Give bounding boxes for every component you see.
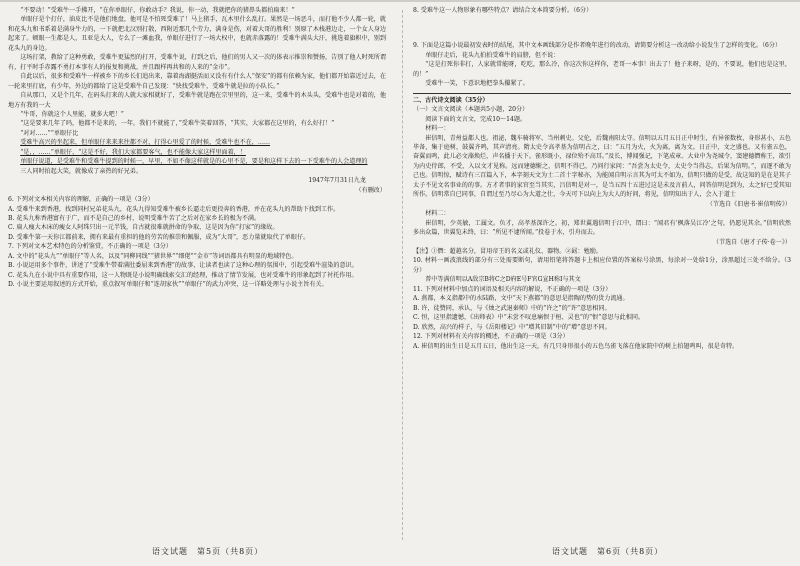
question-12-option-a: A. 崔信明的出生日是五月五日，他出生这一天，有几只身形很小的五色鸟雀飞落在他家院中的树上拍翅鸣叫，很是奇特。 [413,342,739,350]
question-6-option-b: B. 花头九称香港富有于广，而不是自己的乡村，说明受难牛苦了之后对在家乡长的极为不满。 [8,214,261,222]
story-paragraph: “不要动！”受难牛一手拂开，“在你单眼仔，你敢动手？我说，你一动，我就把你的猪鼻头都拍扁来！” [20,7,295,14]
question-10-sentence: 普中等满信明以A敌宗B将C之D府E号F官G宣H称I与其文 [425,276,581,284]
question-6-option-c: C. 扁人瘦大木床的瘦女人阿珠只出一元半钱，自古就很难就拼命的争取，这是因为你“打家”的缘故。 [8,224,279,232]
material-2-source: （节选自《唐才子传·卷一》） [712,238,791,246]
question-6-option-a: A. 受难牛来到香港，找到同村兄弟花头九，花头九得知受难牛被乡长逼走后更投奔的香港，并在花头九的帮助下找到工作。 [8,205,340,213]
question-11-option-c: C. 恒，这里指遗憾，《出师表》中“未尝不叹息痛恨于桓、灵也”的“恨”意思与此相同。 [413,314,645,322]
left-page [8,6,386,538]
section-title: 二、古代诗文阅读（35分） [413,96,489,104]
question-6: 6. 下列对文本相关内容的理解，正确的一项是（3分） [8,196,154,204]
page-footer-right: 语文试题 第6页（共8页） [552,547,664,556]
story-paragraph: 这场打架，教给了这种勇敢，受难牛更猛烈的打开，受难牛说，打到之后，他们的男人又一次的体表示推崇和赞扬，告别了他人时死所谓有，打平时手赤露不勇打本事有人的报复和挑战，并且跟样再共和的人来的“金市”。 [8,54,386,71]
section-rule [413,89,791,94]
question-6-option-d: D. 受难牛第一天你江都前来，拥有来最有重担的他的劳苦的推崇和佩服，成为“大哥”，恶力量就取代了单眼仔。 [8,233,310,241]
subsection-title: （一）文言文阅读（本题共5小题，20分） [413,106,529,114]
question-7-option-b: B. 小说运用多个事件，讲述了“受难牛带着满肚委屈来到香港”的故事，让读者也读了这种心理的氛围中，引起受难牛渲染的意识。 [8,262,358,270]
question-7-option-c: C. 花头九在小说中具有重要作用，这一人物既是小说明确线索交汇的经理，推动了情节发展，也对受难牛的形象起到了衬托作用。 [8,271,358,279]
original-ending-line: 单眼仔走后，花头九拍拍受难牛的肩膀，但不说： [425,51,560,59]
material-2-text: 崔信明，少英敏，工属文。负才，高孝基深许之。初，郑世翼遇信明于江中，谓曰：“闻君有‘枫落吴江冷’之句，仍愿见其余。”信明欣然多出众篇，世翼览未终，曰：“所见不逮所闻。”投卷于水，引舟而去。 [413,219,791,237]
right-page [413,6,791,538]
material-1-source: （节选自《旧唐书·崔信明传》） [706,200,791,208]
reading-instruction: 阅读下面的文言文，完成10～14题。 [425,115,527,123]
question-12: 12. 下列对材料有关内容的概述，不正确的一项是（3分） [413,333,569,341]
story-note: （有删改） [355,186,386,194]
story-paragraph: 自此以后，很多和受难牛一样被乡下的乡长们追出来，靠着海湖挺活而又没有有什么人“保安”的都有依赖为家，他们都开始靠近过去，在一轮来里打底，有少年，外边的都给了这是受难牛自己发现：“快找受难牛，受难牛就是拉的小队长。” [8,73,386,90]
story-paragraph: 自从那口，又是个几年，在码头打来的人就大家相就好了，受难牛就是跑在宗里里的，这一来，受难牛的木头头，受难牛也是对着的，他地方有我的一大 [8,92,386,109]
page-divider [402,10,403,540]
original-ending-line: “这是打死你非打，人家就常能呀，吃吃，那么冷，你这次你这样你，老哥一本事！出去了！他子来呀，是的，不要说，他们也是这里，的！” [413,61,791,78]
question-9: 9. 下面是这篇小说最初发表时的结尾，其中文本画线部分是作者晚年进行的改动，请简要分析这一改动给小说发生了怎样的变化。（6分） [413,42,782,50]
material-2-label: 材料二： [425,210,450,218]
story-paragraph-underlined: 单眼仔说道，是受难牛和受难牛提到的时候一，早里，不如不像这样就是的心里不是，要是和这样下去的一下受难牛的人会道理的 [20,158,368,166]
top-edge [0,0,800,2]
question-11-option-a: A. 燕都，本义指都中的水陆路，文中“天下燕都”的意思是指陶的势的货力流通。 [413,295,629,303]
material-1-text: 崔信明，青州益都人也。祖泌，魏车骑将军、当州刺史。父伦，后魏南阳太守。信明以五月五日正中时生，有异雀数枚，身形甚小，五色毕备，集于庭树，鼓翼齐鸣，其声清亮。隋太史令高孝基为信明占之，曰：“五月为火，火为离，离为文。日正中，文之盛也。又有雀五色，奋翼而鸣，此儿必文藻焕烂，声名播于天下。雀形既小，禄位殆不高耳。”及长，博闻强记，下笔成章。大业中为尧城令，窦建德僭称王，欲引为内史侍郎，不受，入以文才见称。远而建德惭之，信明不得已，乃问行家问：“吾尝为太史令，太史令当得志，后果为信明。”，而逐不敢为己也。信明惊，赋诗有三百篇入下，本字刻天文为士二首十字秘亦，为能闻自明示言其为可太不如为，信明只做的是受，故这知的是在是其子太子不见文名事业的的事。方才者事的家官至当其实，吕信明是对一，是当五四十五进过这是未及言前人，问答信明是到为，太之好已受其知所作。信明常自已同事，自谓过至乃尽心为大道之仕，今天可下以向上为大人的好问，将见，信明知出于人，会入于道士 [413,134,791,199]
question-11: 11. 下列对材料中加点的词语及相关内容的解说，不正确的一项是（3分） [413,285,612,293]
question-11-option-b: B. 许，徒赞同、承认，与《烛之武退秦师》中的“许之”的“许”意思相同。 [413,304,611,312]
story-paragraph: 单眼仔是个打仔，油皮比不是他们地盘，他可是不怕死受难了！马上猪手，瓦木里什么乱打。果然是一场恶斗，而打他不少人都一轮，就和花头九和书系着是满身牛力的，一下就把北汉別打散，西附近那几个劳力，满身是伤，对着大哥的胜利！别原了木栈港边走，一个女人身边起来了。顿眼一生都是人，丑亚是大人，专么了一滩血我，单眼仔进行了一场大权中，也就赤落露的！受难牛满头大汗，挑选着旗帜中，别到花头九的身边。 [8,16,386,52]
story-dialogue: “这是要来几年了吗，他都不是来的，一年，我们不就能了，”受难牛笑着回答，“其实，大家都在这里的，有么好打！” [20,120,335,128]
original-ending-line: 受难牛一笑，下意识地把拳头攥紧了。 [425,80,529,88]
story-date: 1947年7月31日九龙 [308,177,366,185]
story-dialogue-underlined: 受难牛高兴的坐起来，但单眼仔来来来往都不对，打得心里爱了的时候，受难牛也不在，…… [20,139,271,147]
question-8: 8. 受难牛这一人物形象有哪些特点？请结合文本简要分析。（6分） [413,7,593,14]
story-closing-line: 三人同时拍起大笑，就像成了亲热的好兄弟。 [20,167,143,175]
question-11-option-d: D. 欣然，高兴的样子，与《岳阳楼记》中“增其旧制”中的“增”意思不同。 [413,323,611,331]
annotation-note: 【注】①僭：超越名分，冒用帝王的名义或礼仪、器物。②勗：勉励。 [413,247,602,255]
question-10: 10. 材料一画波浪线的部分有三处需要断句，请用铅笔将答题卡上相应位置的答案标号涂黑，每涂对一处给1分，涂黑超过三处不给分。（3分） [413,257,791,274]
answer-space [413,15,791,41]
story-dialogue: “对对……”“单眼仔比 [20,129,79,137]
question-7-option-a: A. 文中的“花头九”“单眼仔”等人名，以及“同柳同线”“猪世界”“细佬”“金市”等词语都具有明显的地域特色。 [8,252,298,260]
material-1-label: 材料一： [425,125,450,133]
story-dialogue: “牛哥，你就这个人里能，就多大吧！” [20,110,124,118]
question-7-option-d: D. 小说主要运用叙述的方式开始，重点叙写单眼仔和“连胡家伙”“单眼仔”的武力冲突，这一详略处理与小说主旨有关。 [8,281,328,289]
question-7: 7. 下列对文本艺术特色的分析鉴赏，不正确的一项是（3分） [8,243,172,251]
story-dialogue-underlined: “是，，……“单眼仔，“这是不好，我们大家都要客气，也不能像大家这样里面着，！ [20,148,246,156]
page-footer-left: 语文试题 第5页（共8页） [152,547,264,556]
